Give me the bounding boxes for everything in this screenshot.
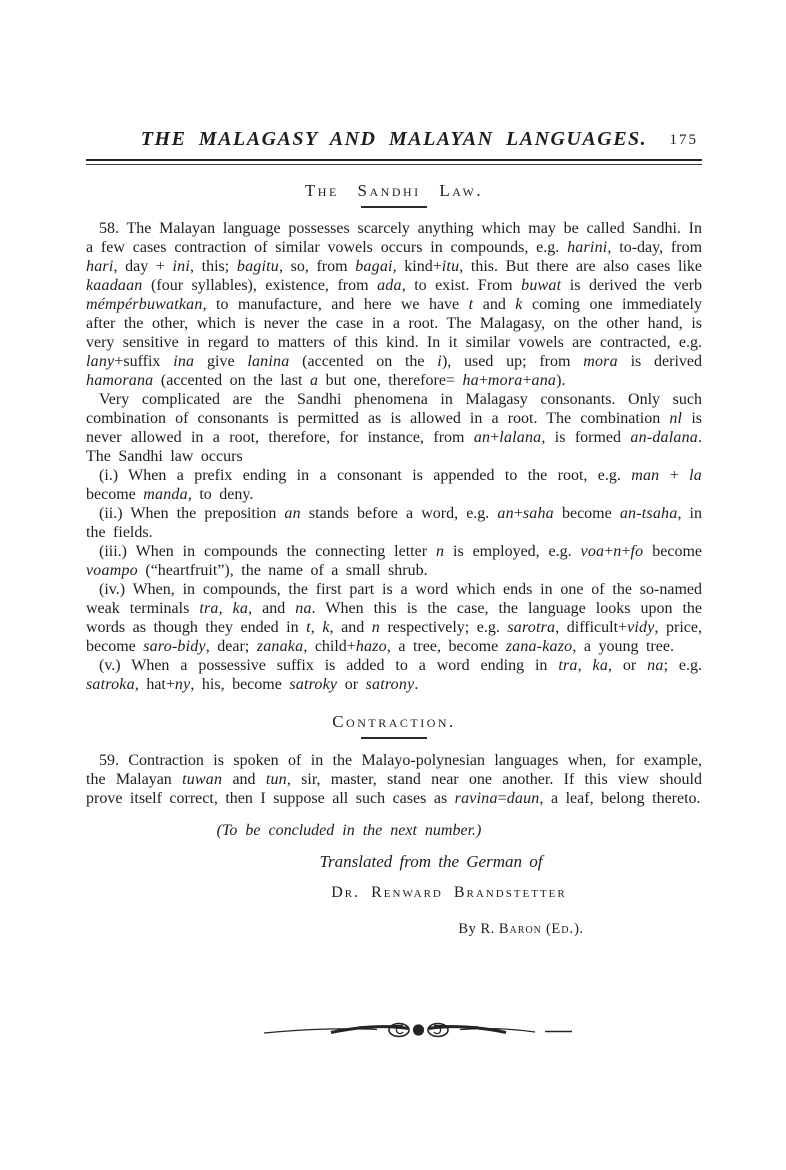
contraction-section bbox=[86, 712, 702, 808]
section-heading-sandhi-law: The Sandhi Law. bbox=[304, 181, 484, 200]
paragraph-59: 59. Contraction is spoken of in the Malayo-polynesian languages when, for example, the Malayan tuwan and tun, sir, master, stand near one another. If this view should prove itself correct, then I suppose all such cases as ravina=daun, a leaf, belong thereto. bbox=[86, 752, 702, 807]
editor-byline: By R. Baron (Ed.). bbox=[458, 921, 584, 937]
running-title: THE MALAGASY AND MALAYAN LANGUAGES. bbox=[140, 128, 648, 150]
list-item-rule-v: (v.) When a possessive suffix is added to a word ending in tra, ka, or na; e.g. satroka, hat+ny, his, become satroky or satrony. bbox=[86, 657, 703, 693]
concluded-note: (To be concluded in the next number.) bbox=[216, 822, 482, 839]
divider-ornament-icon bbox=[263, 1016, 573, 1044]
list-item-rule-ii: (ii.) When the preposition an stands before a word, e.g. an+saha become an-tsaha, in the fields. bbox=[86, 505, 703, 541]
paragraph-58: 58. The Malayan language possesses scarcely anything which may be called Sandhi. In a few cases contraction of similar vowels occurs in compounds, e.g. harini, to-day, from hari, day + ini, this; bagitu, so, from bagai, kind+itu, this. But there are also cases like kaadaan (four syllables), existence, from ada, to exist. From buwat is derived the verb mémpérbuwatkan, to manufacture, and here we have t and k coming one immediately after the other, which is never the case in a root. The Malagasy, on the other hand, is very sensitive in regard to matters of this kind. In it similar vowels are contracted, e.g. lany+suffix ina give lanina (accented on the i), used up; from mora is derived hamorana (accented on the last a but one, therefore= ha+mora+ana). bbox=[86, 220, 703, 389]
sandhi-heading-underline bbox=[361, 206, 427, 208]
page-number: 175 bbox=[669, 132, 698, 148]
translated-from-line: Translated from the German of bbox=[319, 852, 543, 871]
author-name: Dr. Renward Brandstetter bbox=[331, 884, 567, 901]
contraction-section-body bbox=[86, 751, 702, 808]
list-item-rule-iii: (iii.) When in compounds the connecting letter n is employed, e.g. voa+n+fo become voampo (“heartfruit”), the name of a small shrub. bbox=[86, 543, 703, 579]
section-heading-contraction: Contraction. bbox=[332, 712, 456, 731]
page-content bbox=[86, 128, 702, 808]
contraction-heading-underline bbox=[361, 737, 427, 739]
paragraph-consonants: Very complicated are the Sandhi phenomena in Malagasy consonants. Only such combination of consonants is permitted as is allowed in a root. The combination nl is never allowed in a root, therefore, for instance, from an+lalana, is formed an-dalana. The Sandhi law occurs bbox=[86, 391, 702, 465]
list-item-rule-iv: (iv.) When, in compounds, the first part is a word which ends in one of the so-named weak terminals tra, ka, and na. When this is the case, the language looks upon the words as though they ended in t, k, and n respectively; e.g. sarotra, difficult+vidy, price, become saro-bidy, dear; zanaka, child+hazo, a tree, become zana-kazo, a young tree. bbox=[86, 581, 703, 655]
page-header bbox=[86, 128, 702, 156]
header-rule bbox=[86, 159, 702, 165]
sandhi-section-body bbox=[86, 219, 702, 694]
list-item-rule-i: (i.) When a prefix ending in a consonant is appended to the root, e.g. man + la become manda, to deny. bbox=[86, 467, 702, 503]
